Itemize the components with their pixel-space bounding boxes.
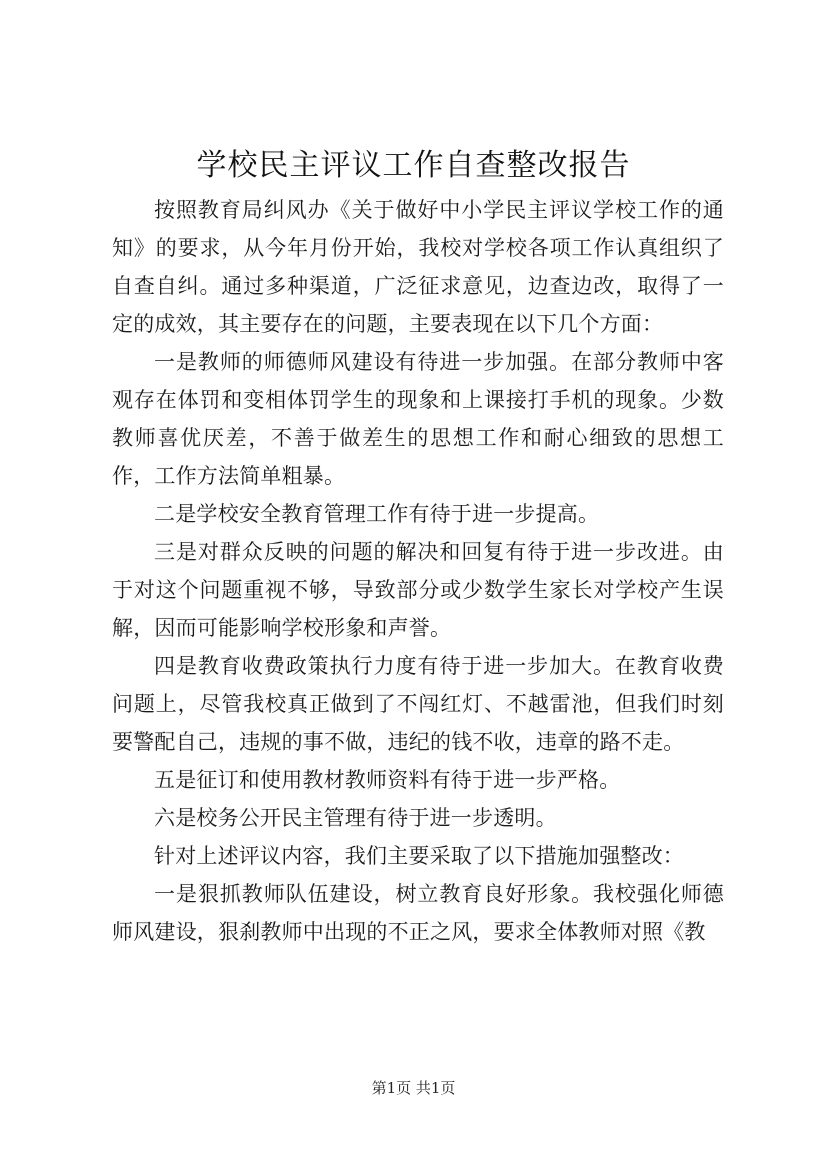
paragraph-3: 二是学校安全教育管理工作有待于进一步提高。: [154, 502, 600, 526]
document-body: [112, 191, 724, 951]
paragraph-2: 一是教师的师德师风建设有待进一步加强。在部分教师中客观存在体罚和变相体罚学生的现象和上课接打手机的现象。少数教师喜优厌差，不善于做差生的思想工作和耐心细致的思想工作，工作方法简单粗暴。: [112, 350, 724, 488]
page-footer: 第1页 共1页: [371, 1079, 456, 1097]
paragraph-6: 五是征订和使用教材教师资料有待于进一步严格。: [154, 768, 621, 792]
paragraph-9: 一是狠抓教师队伍建设，树立教育良好形象。我校强化师德师风建设，狠刹教师中出现的不正之风，要求全体教师对照《教: [112, 882, 724, 944]
paragraph-1: 按照教育局纠风办《关于做好中小学民主评议学校工作的通知》的要求，从今年月份开始，我校对学校各项工作认真组织了自查自纠。通过多种渠道，广泛征求意见，边查边改，取得了一定的成效，其主要存在的问题，主要表现在以下几个方面：: [112, 198, 724, 336]
paragraph-5: 四是教育收费政策执行力度有待于进一步加大。在教育收费问题上，尽管我校真正做到了不闯红灯、不越雷池，但我们时刻要警配自己，违规的事不做，违纪的钱不收，违章的路不走。: [112, 654, 724, 754]
paragraph-8: 针对上述评议内容，我们主要采取了以下措施加强整改：: [154, 844, 684, 868]
paragraph-7: 六是校务公开民主管理有待于进一步透明。: [154, 806, 557, 830]
paragraph-4: 三是对群众反映的问题的解决和回复有待于进一步改进。由于对这个问题重视不够，导致部分或少数学生家长对学校产生误解，因而可能影响学校形象和声誉。: [112, 540, 724, 640]
document-title: 学校民主评议工作自查整改报告: [196, 148, 631, 183]
